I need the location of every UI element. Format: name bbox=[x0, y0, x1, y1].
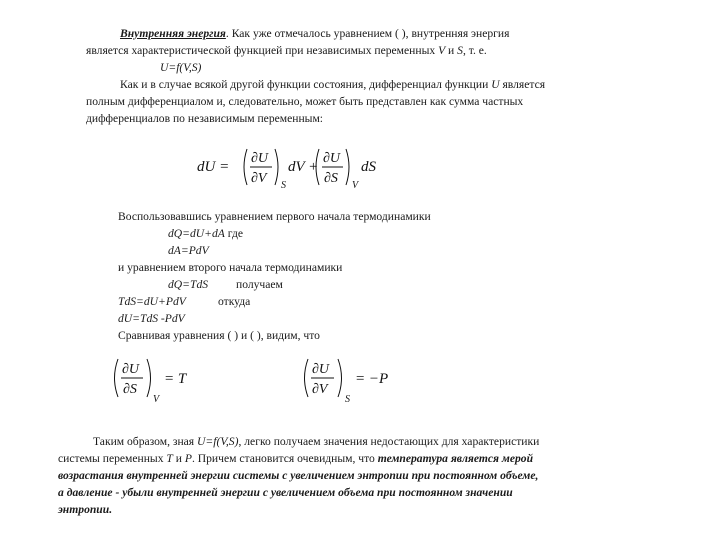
eq-mid: dV + bbox=[288, 159, 319, 175]
internal-energy-intro-line2: является характеристической функцией при независимых переменных V и S, т. е. bbox=[86, 44, 487, 57]
teq-bracket-close bbox=[147, 359, 151, 397]
differential-text-line2: полным дифференциалом и, следовательно, может быть представлен как сумма частных bbox=[86, 95, 524, 108]
combined-equation: TdS=dU+PdV bbox=[118, 295, 186, 308]
du-equation: dU=TdS -PdV bbox=[118, 312, 185, 325]
differential-text-line1: Как и в случае всякой другой функции состояния, дифференциал функции U является bbox=[120, 78, 546, 91]
conclusion-line1: Таким образом, зная U=f(V,S), легко получаем значения недостающих для характеристики bbox=[93, 435, 540, 448]
comparison-text: Сравнивая уравнения ( ) и ( ), видим, что bbox=[118, 329, 320, 342]
obtain-word: получаем bbox=[236, 278, 283, 291]
conclusion-line2: системы переменных T и P. Причем становится очевидным, что температура является мерой bbox=[58, 452, 534, 465]
whence-word: откуда bbox=[218, 295, 251, 308]
conclusion-line4: а давление - убыли внутренней энергии с увеличением объема при постоянном значении bbox=[58, 486, 513, 499]
peq-bracket-close bbox=[338, 359, 342, 397]
teq-num: ∂U bbox=[122, 362, 140, 377]
temperature-equation bbox=[108, 352, 218, 408]
eq-bracket-close-2 bbox=[346, 149, 349, 185]
second-law-equation: dQ=TdS bbox=[168, 278, 209, 291]
peq-num: ∂U bbox=[312, 362, 330, 377]
peq-sub: S bbox=[345, 394, 350, 405]
teq-sub: V bbox=[153, 394, 160, 405]
peq-den: ∂V bbox=[312, 382, 328, 397]
eq-frac2-num: ∂U bbox=[323, 151, 341, 166]
conclusion-line3: возрастания внутренней энергии системы с увеличением энтропии при постоянном объеме, bbox=[58, 469, 539, 482]
eq-bracket-open-1 bbox=[244, 149, 247, 185]
conclusion-line5: энтропии. bbox=[58, 503, 113, 516]
work-equation: dA=PdV bbox=[168, 244, 209, 257]
eq-frac1-den: ∂V bbox=[251, 171, 267, 186]
section-heading: Внутренняя энергия bbox=[120, 27, 226, 40]
teq-bracket-open bbox=[115, 359, 119, 397]
differential-text-line3: дифференциалов по независимым переменным: bbox=[86, 112, 324, 125]
pressure-equation bbox=[298, 352, 418, 408]
peq-rhs: = −P bbox=[355, 371, 389, 387]
eq-sub-v: V bbox=[352, 180, 359, 191]
total-differential-equation bbox=[195, 140, 395, 196]
eq-bracket-close-1 bbox=[275, 149, 278, 185]
eq-frac1-num: ∂U bbox=[251, 151, 269, 166]
eq-lhs: dU = bbox=[197, 159, 230, 175]
eq-sub-s: S bbox=[281, 180, 286, 191]
eq-frac2-den: ∂S bbox=[324, 171, 338, 186]
internal-energy-intro-line1: Внутренняя энергия. Как уже отмечалось уравнением ( ), внутренняя энергия bbox=[120, 27, 510, 40]
second-law-intro: и уравнением второго начала термодинамики bbox=[118, 261, 343, 274]
teq-den: ∂S bbox=[123, 382, 137, 397]
first-law-equation: dQ=dU+dA где bbox=[168, 227, 243, 240]
first-law-intro: Воспользовавшись уравнением первого начала термодинамики bbox=[118, 210, 431, 223]
function-definition: U=f(V,S) bbox=[160, 61, 202, 74]
peq-bracket-open bbox=[305, 359, 309, 397]
eq-end: dS bbox=[361, 159, 376, 175]
teq-rhs: = T bbox=[164, 371, 187, 387]
